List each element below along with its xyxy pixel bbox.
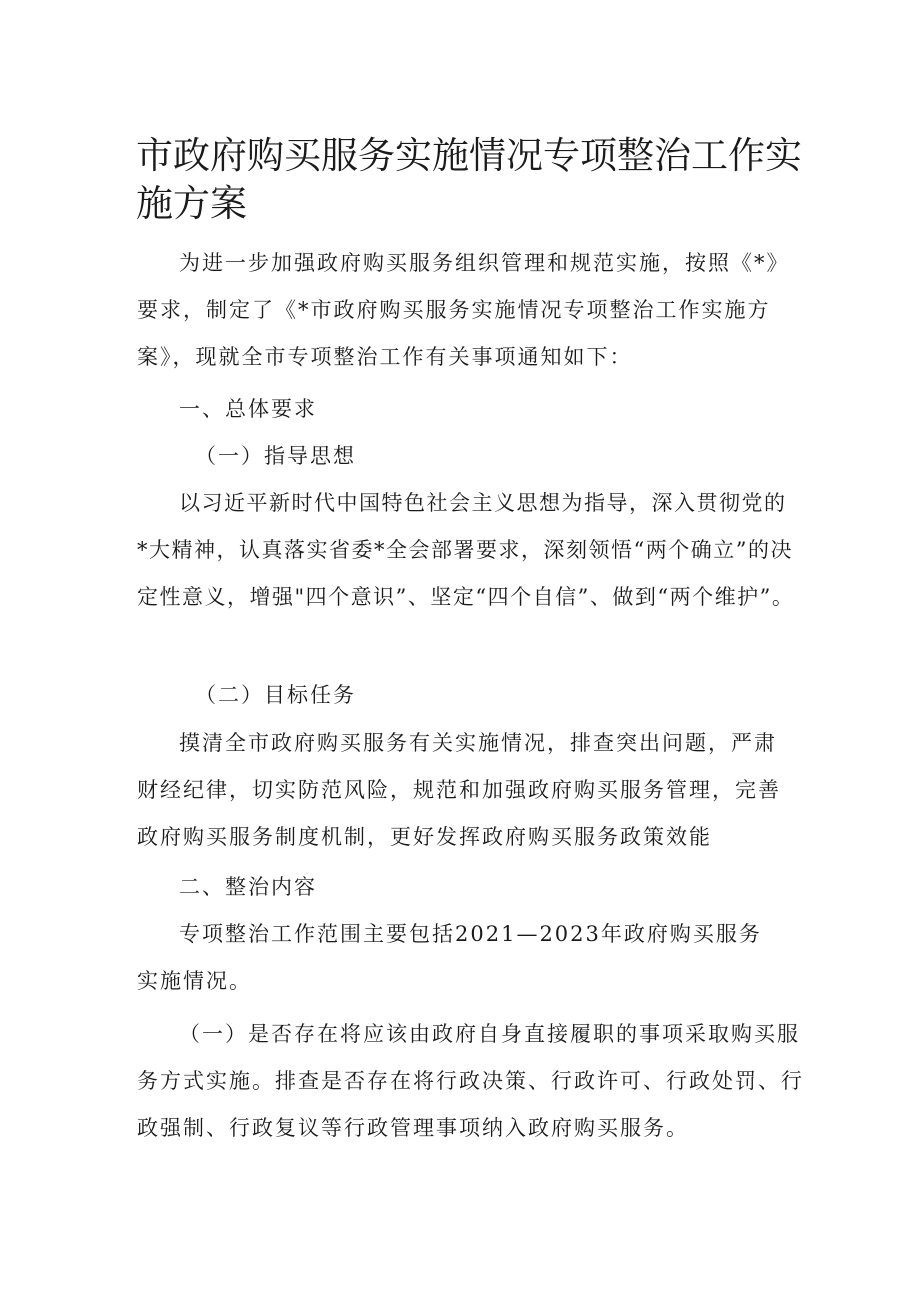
subsection-heading-goals-tasks: （二）目标任务 — [195, 683, 356, 707]
goals-tasks-paragraph: 摸清全市政府购买服务有关实施情况，排查突出问题，严肃财经纪律，切实防范风险，规范和加强政府购买服务管理，完善政府购买服务制度机制，更好发挥政府购买服务政策效能 — [137, 731, 781, 849]
document-title: 市政府购买服务实施情况专项整治工作实施方案 — [136, 134, 802, 225]
section-heading-rectification-content: 二、整治内容 — [179, 875, 317, 899]
intro-paragraph: 为进一步加强政府购买服务组织管理和规范实施，按照《*》要求，制定了《*市政府购买服务实施情况专项整治工作实施方案》，现就全市专项整治工作有关事项通知如下： — [137, 251, 790, 369]
subsection-heading-guiding-ideology: （一）指导思想 — [195, 444, 356, 468]
scope-paragraph: 专项整治工作范围主要包括2021—2023年政府购买服务实施情况。 — [137, 922, 762, 993]
section-heading-general-requirements: 一、总体要求 — [179, 397, 317, 421]
item-one-paragraph: （一）是否存在将应该由政府自身直接履职的事项采取购买服务方式实施。排查是否存在将行政决策、行政许可、行政处罚、行政强制、行政复议等行政管理事项纳入政府购买服务。 — [137, 1022, 804, 1140]
guiding-ideology-paragraph: 以习近平新时代中国特色社会主义思想为指导，深入贯彻党的*大精神，认真落实省委*全会部署要求，深刻领悟“两个确立”的决定性意义，增强"四个意识”、坚定“四个自信”、做到“两个维护”。 — [137, 491, 795, 609]
